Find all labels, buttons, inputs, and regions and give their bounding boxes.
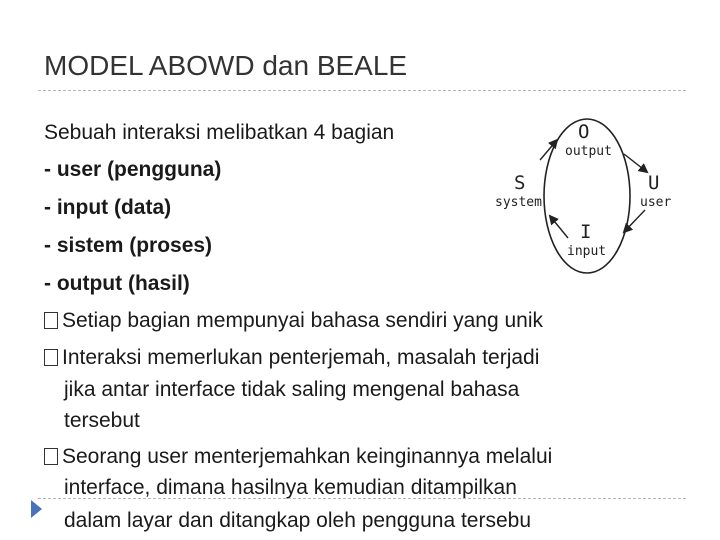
node-u-letter: U — [648, 172, 660, 194]
checkbox-bullet-icon — [44, 312, 58, 329]
arrow-system-to-output — [540, 140, 557, 160]
title-divider — [38, 90, 686, 91]
node-i-label: input — [567, 244, 607, 259]
node-o-letter: O — [578, 121, 590, 143]
bullet-3 — [44, 444, 552, 470]
bullet-2-line-2: jika antar interface tidak saling mengenal bahasa — [64, 378, 520, 401]
footer-divider — [38, 498, 686, 499]
bullet-2-text: Interaksi memerlukan penterjemah, masalah terjadi — [62, 346, 540, 369]
checkbox-bullet-icon — [44, 448, 58, 465]
arrow-input-to-system — [550, 216, 568, 238]
bullet-3-text: Seorang user menterjemahkan keinginannya melalui — [62, 445, 553, 468]
slide-title: MODEL ABOWD dan BEALE — [44, 50, 408, 81]
part-user: - user (pengguna) — [44, 158, 222, 181]
node-i-letter: I — [580, 221, 592, 243]
part-output: - output (hasil) — [44, 272, 190, 295]
node-s-letter: S — [514, 172, 526, 194]
bullet-1 — [44, 308, 543, 334]
part-system: - sistem (proses) — [44, 234, 213, 257]
bullet-1-text: Setiap bagian mempunyai bahasa sendiri yang unik — [62, 309, 543, 332]
part-input: - input (data) — [44, 196, 172, 219]
checkbox-bullet-icon — [44, 349, 58, 366]
bullet-2-line-3: tersebut — [64, 409, 140, 432]
bullet-2 — [44, 345, 539, 371]
node-o-label: output — [565, 144, 612, 159]
intro-text: Sebuah interaksi melibatkan 4 bagian — [44, 121, 395, 144]
play-arrow-icon[interactable] — [31, 500, 42, 518]
interaction-cycle-diagram — [490, 114, 684, 276]
bullet-3-line-2: interface, dimana hasilnya kemudian ditampilkan — [64, 476, 517, 499]
node-u-label: user — [640, 195, 672, 210]
bullet-3-line-3: dalam layar dan ditangkap oleh pengguna tersebu — [64, 509, 532, 532]
node-s-label: system — [495, 195, 542, 210]
